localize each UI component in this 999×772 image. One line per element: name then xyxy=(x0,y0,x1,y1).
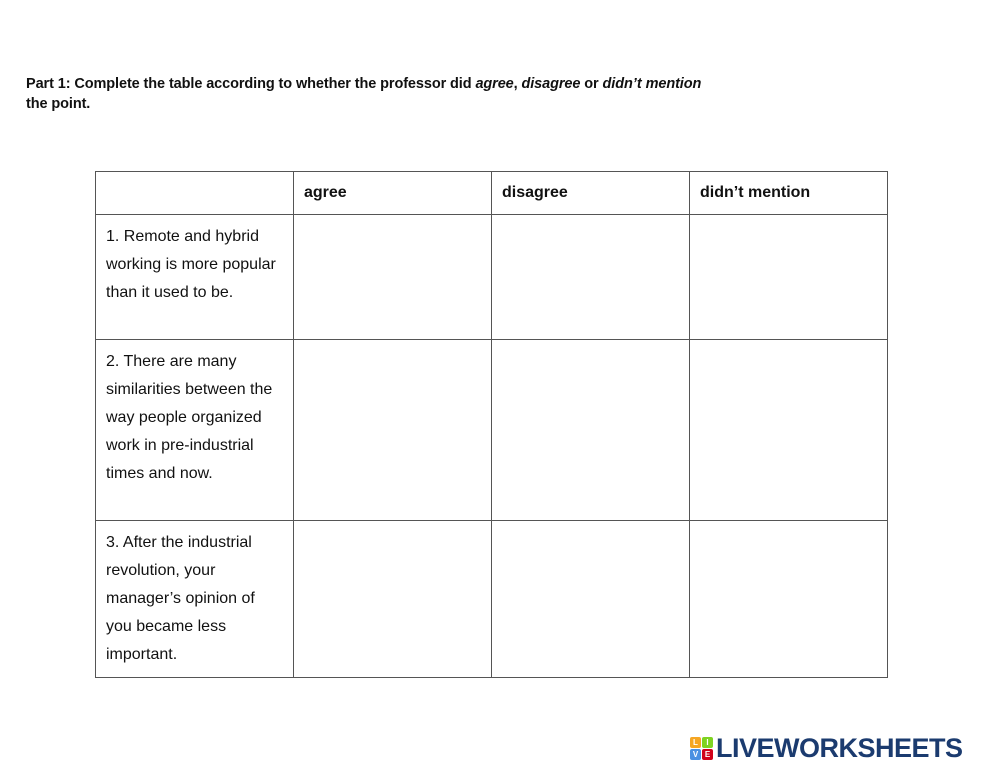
answer-cell-agree[interactable] xyxy=(294,215,492,340)
answer-cell-didnt-mention[interactable] xyxy=(690,521,888,678)
table-row xyxy=(96,340,888,521)
header-empty xyxy=(96,172,294,215)
logo-tile: L xyxy=(690,737,701,748)
table-header-row xyxy=(96,172,888,215)
table-row xyxy=(96,521,888,678)
logo-tile: I xyxy=(702,737,713,748)
answer-cell-disagree[interactable] xyxy=(492,215,690,340)
answer-cell-didnt-mention[interactable] xyxy=(690,215,888,340)
liveworksheets-logo-icon xyxy=(690,737,713,760)
answer-cell-didnt-mention[interactable] xyxy=(690,340,888,521)
statement-cell: 1. Remote and hybrid working is more popular than it used to be. xyxy=(96,215,294,340)
answer-cell-disagree[interactable] xyxy=(492,521,690,678)
instructions-text-before: Complete the table according to whether the professor did xyxy=(70,76,476,92)
instructions-prefix: Part 1: xyxy=(26,76,71,92)
answer-cell-agree[interactable] xyxy=(294,521,492,678)
option-disagree-text: disagree xyxy=(521,76,581,92)
header-disagree: disagree xyxy=(492,172,690,215)
instructions xyxy=(26,74,786,114)
answer-cell-agree[interactable] xyxy=(294,340,492,521)
logo-tile: E xyxy=(702,749,713,760)
answer-cell-disagree[interactable] xyxy=(492,340,690,521)
statement-cell: 3. After the industrial revolution, your manager’s opinion of you became less important. xyxy=(96,521,294,678)
logo-tile: V xyxy=(690,749,701,760)
option-didnt-mention-text: didn’t mention xyxy=(602,76,702,92)
option-agree-text: agree xyxy=(475,76,514,92)
liveworksheets-brand xyxy=(690,735,963,761)
instructions-sep-1: , xyxy=(513,76,522,92)
header-agree: agree xyxy=(294,172,492,215)
instructions-text-after: the point. xyxy=(26,96,91,112)
table-row xyxy=(96,215,888,340)
brand-name: LIVEWORKSHEETS xyxy=(716,733,963,763)
header-didnt-mention: didn’t mention xyxy=(690,172,888,215)
answer-table xyxy=(95,171,888,678)
instructions-sep-2: or xyxy=(580,76,603,92)
statement-cell: 2. There are many similarities between the way people organized work in pre-industrial times and now. xyxy=(96,340,294,521)
